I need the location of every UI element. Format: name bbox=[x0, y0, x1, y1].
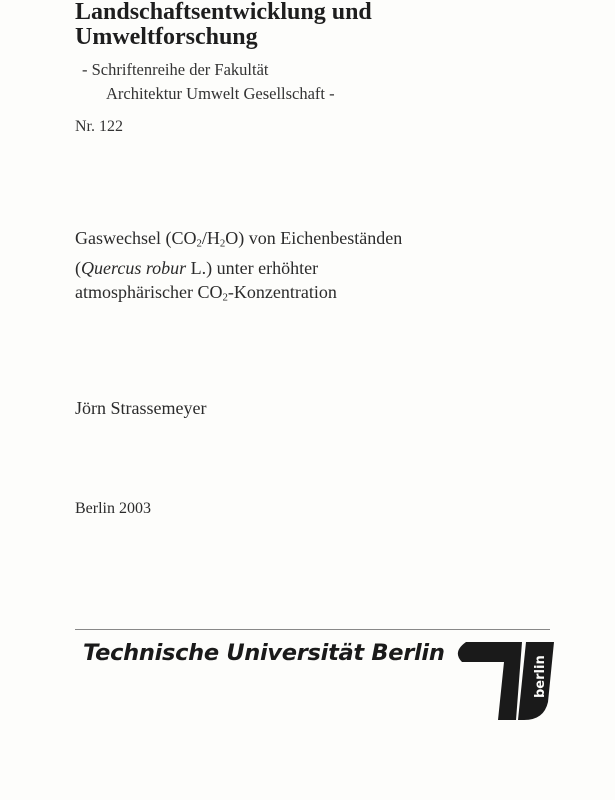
author: Jörn Strassemeyer bbox=[75, 398, 207, 418]
divider bbox=[75, 629, 550, 630]
title-text: ( bbox=[75, 257, 81, 278]
series-number: Nr. 122 bbox=[75, 118, 123, 135]
title-text: -Konzentration bbox=[227, 281, 337, 302]
title-text: L.) unter erhöhter bbox=[186, 257, 319, 278]
series-title-line2: Umweltforschung bbox=[75, 24, 258, 50]
logo-berlin-text: berlin bbox=[533, 655, 548, 698]
work-title-line1 bbox=[75, 226, 402, 256]
title-text: O) von Eichenbeständen bbox=[225, 228, 403, 248]
series-subtitle-line2: Architektur Umwelt Gesellschaft - bbox=[106, 84, 335, 103]
work-title-line2 bbox=[75, 256, 402, 280]
subscript: 2 bbox=[196, 237, 202, 250]
work-title bbox=[75, 226, 402, 309]
place-year: Berlin 2003 bbox=[75, 500, 151, 517]
title-text: Gaswechsel (CO bbox=[75, 228, 197, 248]
series-title bbox=[75, 0, 372, 50]
series-title-line1: Landschaftsentwicklung und bbox=[75, 0, 372, 25]
subscript: 2 bbox=[219, 237, 226, 250]
species-name: Quercus robur bbox=[81, 257, 187, 278]
work-title-line3 bbox=[75, 280, 402, 310]
subscript: 2 bbox=[222, 291, 228, 304]
publisher-name: Technische Universität Berlin bbox=[83, 640, 445, 666]
title-text: atmosphärischer CO bbox=[75, 281, 223, 302]
logo-t-shape bbox=[458, 642, 522, 720]
title-text: /H bbox=[201, 228, 220, 248]
series-subtitle-line1: - Schriftenreihe der Fakultät bbox=[82, 60, 269, 79]
tu-berlin-logo bbox=[452, 640, 558, 722]
